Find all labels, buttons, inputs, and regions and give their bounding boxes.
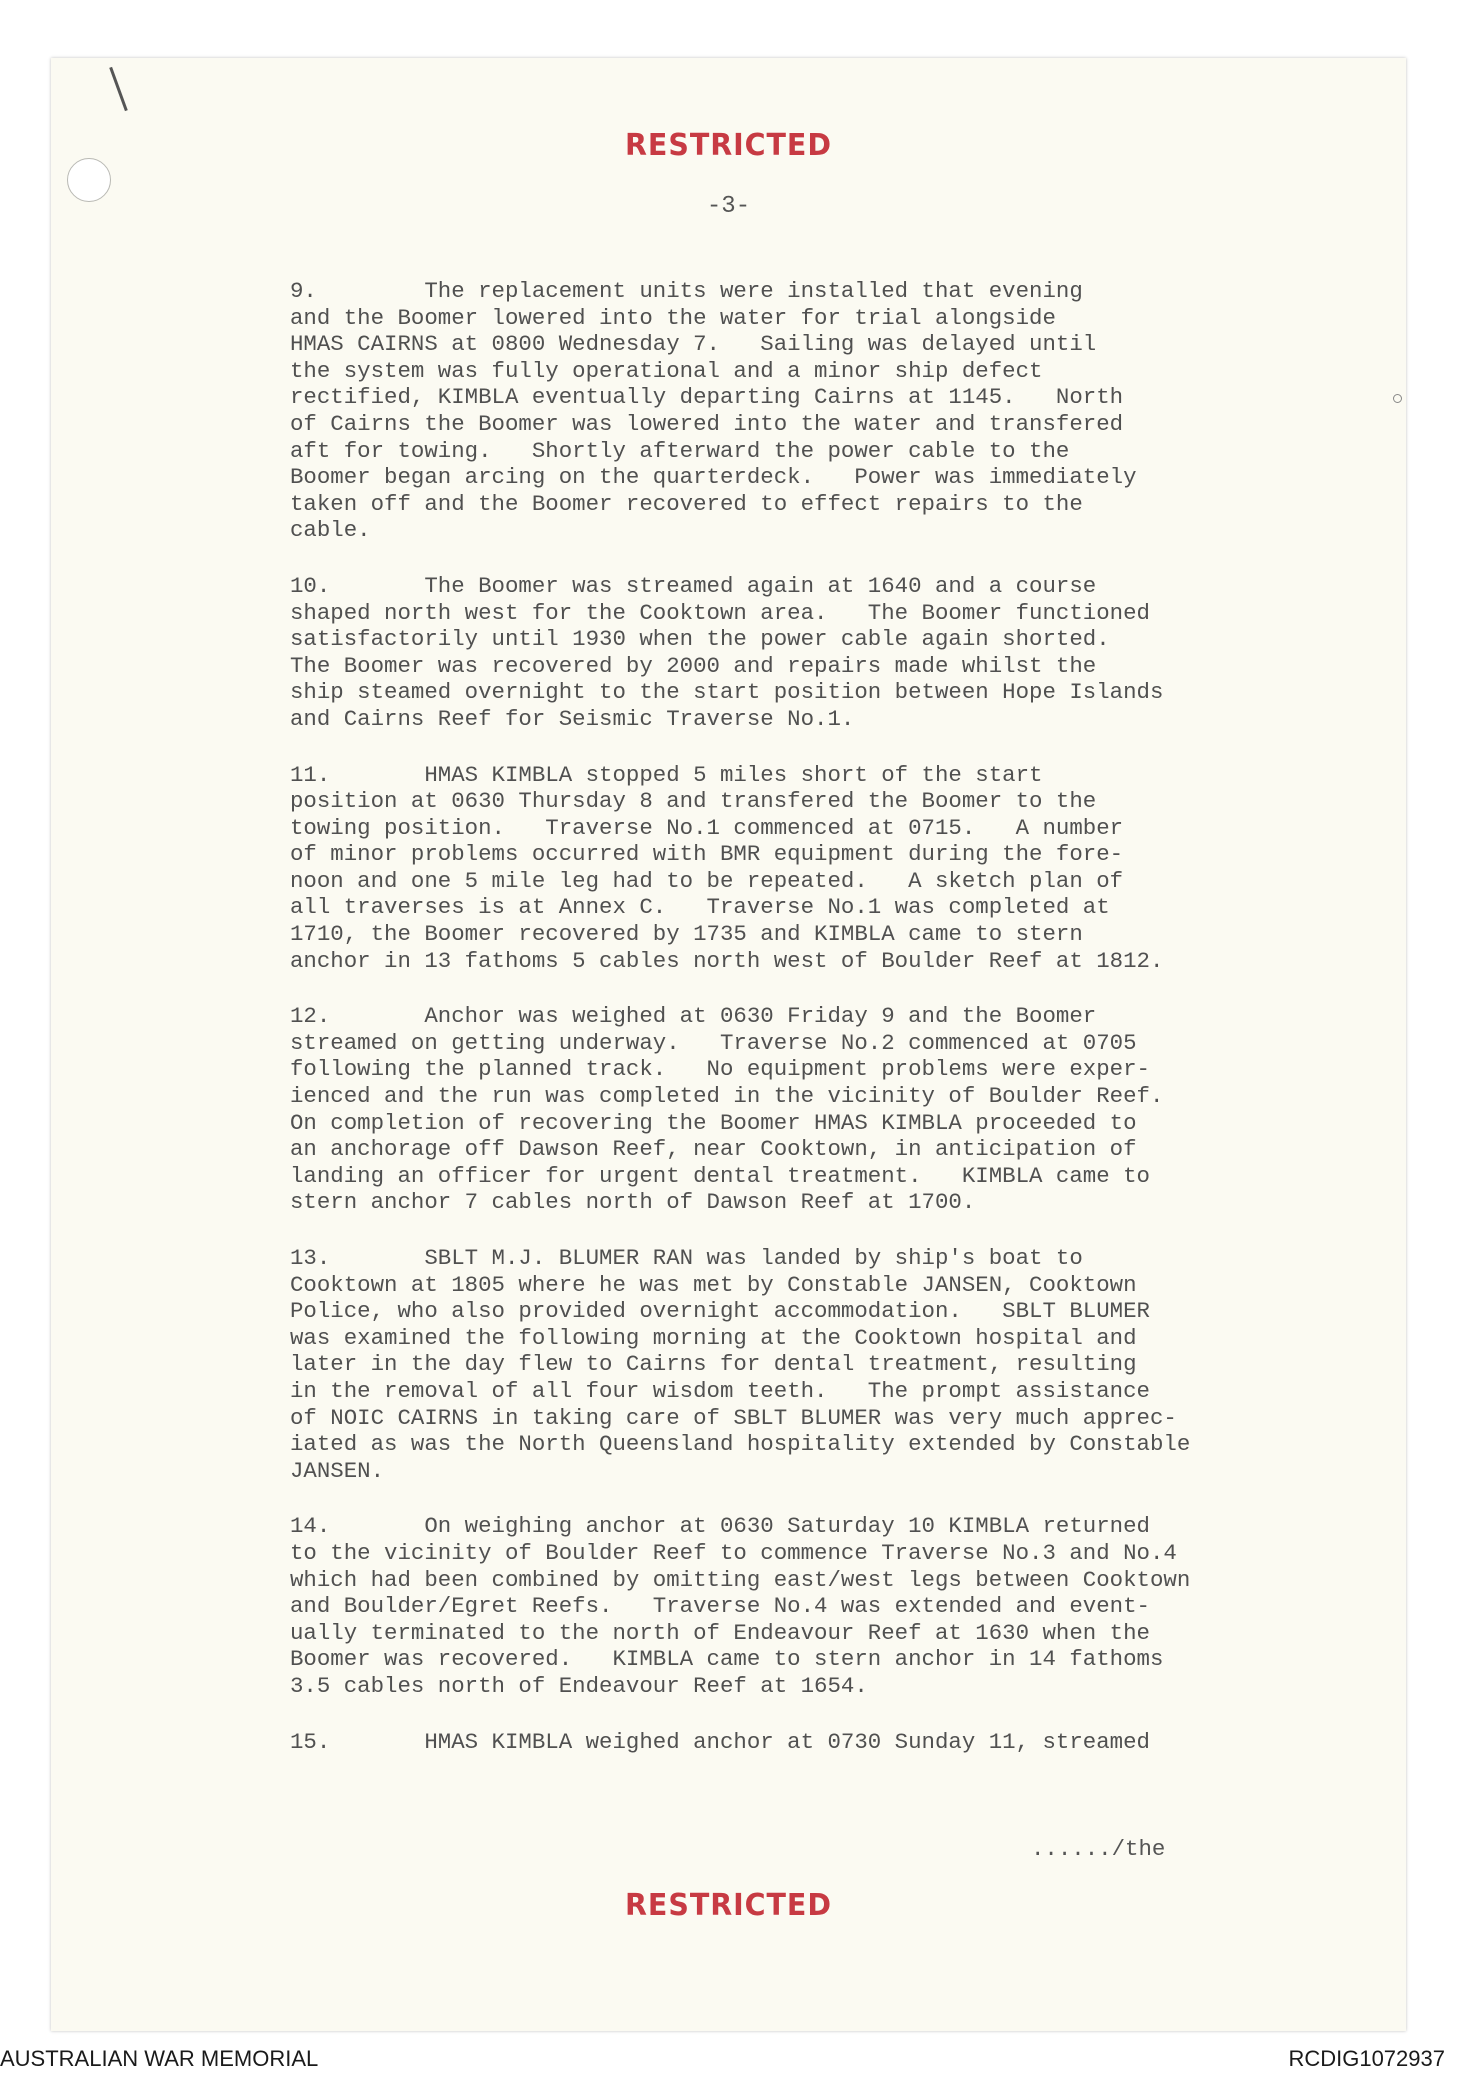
text-line: all traverses is at Annex C. Traverse No.1 was completed at [290,894,1110,921]
text-line: HMAS CAIRNS at 0800 Wednesday 7. Sailing was delayed until [290,331,1097,358]
text-line: 9. The replacement units were installed that evening [290,278,1083,304]
text-line: to the vicinity of Boulder Reef to commence Traverse No.3 and No.4 [290,1539,1177,1566]
text-line: 13. SBLT M.J. BLUMER RAN was landed by ship's boat to [290,1245,1083,1271]
text-line: 15. HMAS KIMBLA weighed anchor at 0730 Sunday 11, streamed [290,1728,1150,1755]
text-line: 10. The Boomer was streamed again at 1640 and a course [290,572,1097,599]
text-line: 1710, the Boomer recovered by 1735 and KIMBLA came to stern [290,921,1083,948]
text-line: following the planned track. No equipment problems were exper- [290,1056,1150,1083]
text-line: 14. On weighing anchor at 0630 Saturday 10 KIMBLA returned [290,1513,1150,1540]
archive-credit: AUSTRALIAN WAR MEMORIAL [0,2046,319,2071]
text-line: On completion of recovering the Boomer HMAS KIMBLA proceeded to [290,1109,1137,1136]
restricted-stamp-bottom: RESTRICTED [625,1888,832,1923]
paragraph-12 [290,1003,1400,1216]
paragraph-15 [290,1729,1400,1756]
text-line: iated as was the North Queensland hospitality extended by Constable [290,1431,1191,1458]
archive-id: RCDIG1072937 [1288,2046,1445,2071]
text-line: ienced and the run was completed in the vicinity of Boulder Reef. [290,1083,1164,1110]
text-line: noon and one 5 mile leg had to be repeated. A sketch plan of [290,867,1124,894]
restricted-stamp-top: RESTRICTED [625,128,832,163]
text-line: later in the day flew to Cairns for dental treatment, resulting [290,1351,1137,1378]
text-line: 11. HMAS KIMBLA stopped 5 miles short of the start [290,761,1043,788]
text-line: rectified, KIMBLA eventually departing Cairns at 1145. North [290,384,1124,411]
text-line: landing an officer for urgent dental treatment. KIMBLA came to [290,1162,1150,1189]
paragraph-14 [290,1513,1400,1699]
document-body [290,278,1400,1784]
text-line: Boomer began arcing on the quarterdeck. Power was immediately [290,464,1137,491]
text-line: position at 0630 Thursday 8 and transfered the Boomer to the [290,788,1097,815]
text-line: ually terminated to the north of Endeavour Reef at 1630 when the [290,1619,1150,1646]
text-line: Cooktown at 1805 where he was met by Constable JANSEN, Cooktown [290,1271,1137,1298]
text-line: ship steamed overnight to the start position between Hope Islands [290,679,1164,706]
text-line: the system was fully operational and a minor ship defect [290,357,1043,384]
text-line: anchor in 13 fathoms 5 cables north west of Boulder Reef at 1812. [290,947,1164,974]
text-line: streamed on getting underway. Traverse No.2 commenced at 0705 [290,1029,1137,1056]
text-line: towing position. Traverse No.1 commenced at 0715. A number [290,814,1124,841]
text-line: 3.5 cables north of Endeavour Reef at 1654. [290,1672,868,1699]
text-line: of NOIC CAIRNS in taking care of SBLT BLUMER was very much apprec- [290,1404,1177,1431]
text-line: and Cairns Reef for Seismic Traverse No.1. [290,705,855,732]
text-line: shaped north west for the Cooktown area. The Boomer functioned [290,599,1150,626]
text-line: Police, who also provided overnight accommodation. SBLT BLUMER [290,1298,1150,1325]
page-number: -3- [706,193,751,220]
text-line: and the Boomer lowered into the water for trial alongside [290,304,1056,331]
text-line: of minor problems occurred with BMR equipment during the fore- [290,841,1124,868]
paragraph-10 [290,573,1400,733]
text-line: was examined the following morning at the Cooktown hospital and [290,1324,1137,1351]
text-line: stern anchor 7 cables north of Dawson Reef at 1700. [290,1189,976,1216]
text-line: an anchorage off Dawson Reef, near Cooktown, in anticipation of [290,1136,1137,1163]
document-page [51,58,1406,2031]
text-line: satisfactorily until 1930 when the power cable again shorted. [290,626,1110,653]
text-line: and Boulder/Egret Reefs. Traverse No.4 was extended and event- [290,1593,1150,1620]
paragraph-13 [290,1245,1400,1484]
text-line: of Cairns the Boomer was lowered into the water and transfered [290,410,1124,437]
text-line: cable. [290,517,371,544]
text-line: Boomer was recovered. KIMBLA came to stern anchor in 14 fathoms [290,1646,1164,1673]
text-line: taken off and the Boomer recovered to effect repairs to the [290,490,1083,517]
text-line: in the removal of all four wisdom teeth. The prompt assistance [290,1377,1150,1404]
text-line: JANSEN. [290,1457,385,1484]
continuation-marker: ....../the [1031,1836,1166,1862]
text-line: The Boomer was recovered by 2000 and repairs made whilst the [290,652,1097,679]
pen-mark [109,67,128,111]
paragraph-11 [290,762,1400,975]
text-line: aft for towing. Shortly afterward the power cable to the [290,437,1070,464]
text-line: which had been combined by omitting east/west legs between Cooktown [290,1566,1191,1593]
text-line: 12. Anchor was weighed at 0630 Friday 9 and the Boomer [290,1003,1097,1030]
paragraph-9 [290,278,1400,544]
